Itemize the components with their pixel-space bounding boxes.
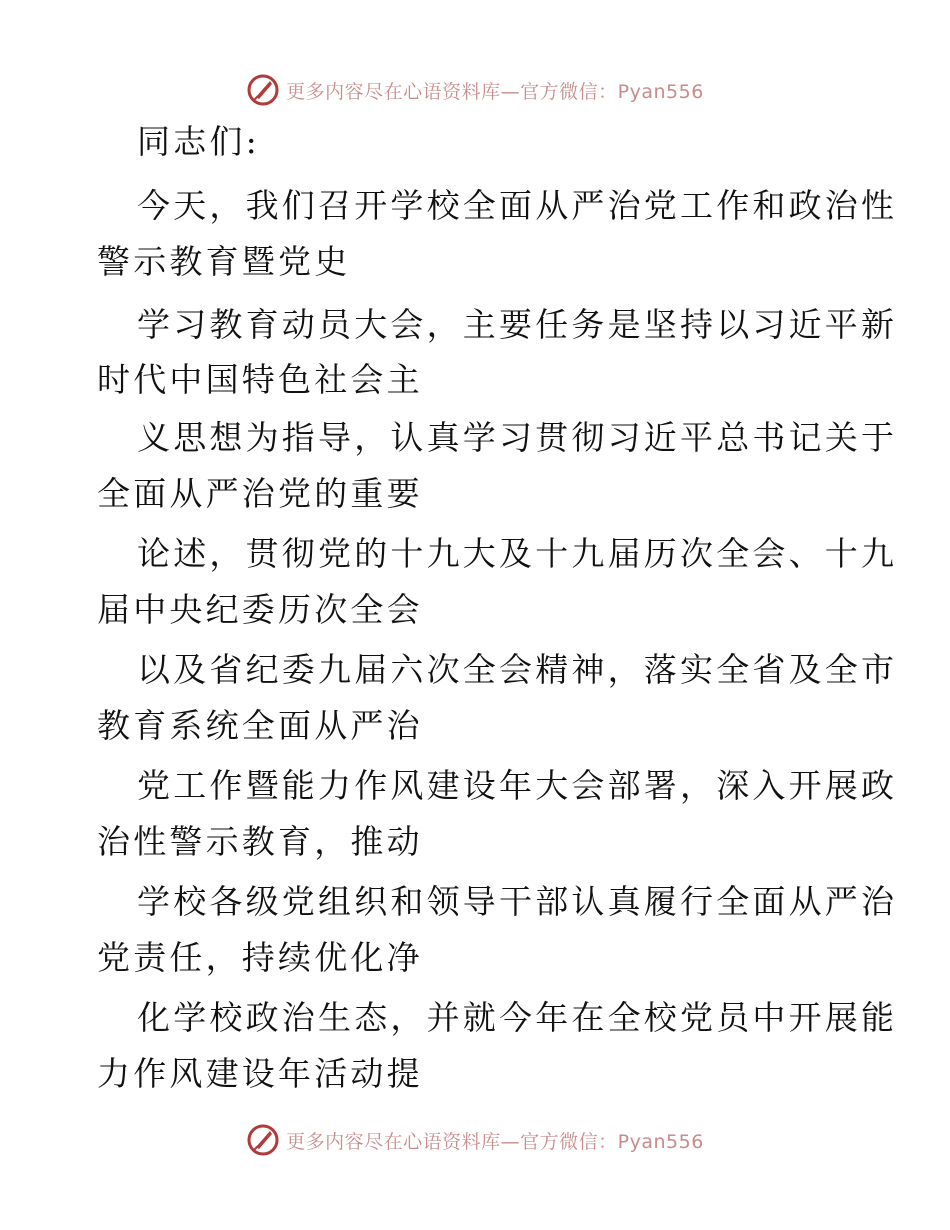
paragraph-line: 今天，我们召开学校全面从严治党工作和政治性 (137, 186, 898, 225)
feather-pen-logo-icon (246, 1123, 280, 1157)
paragraph-line: 治性警示教育，推动 (97, 822, 423, 861)
paragraph-line: 论述，贯彻党的十九大及十九届历次全会、十九 (137, 534, 898, 573)
footer-banner (0, 1120, 950, 1160)
banner-text: 更多内容尽在心语资料库—官方微信：Pyan556 (286, 1130, 704, 1153)
paragraph-line: 以及省纪委九届六次全会精神，落实全省及全市 (137, 650, 898, 689)
paragraph-line: 学校各级党组织和领导干部认真履行全面从严治 (137, 882, 898, 921)
paragraph-line: 党工作暨能力作风建设年大会部署，深入开展政 (137, 766, 898, 805)
paragraph-line: 党责任，持续优化净 (97, 938, 423, 977)
banner-text: 更多内容尽在心语资料库—官方微信：Pyan556 (286, 80, 704, 103)
paragraph-line: 教育系统全面从严治 (97, 706, 423, 745)
paragraph-line: 警示教育暨党史 (97, 242, 351, 281)
paragraph-line: 全面从严治党的重要 (97, 474, 423, 513)
paragraph-line: 时代中国特色社会主 (97, 360, 423, 399)
salutation: 同志们: (137, 122, 260, 161)
header-banner (0, 70, 950, 110)
paragraph-line: 力作风建设年活动提 (97, 1054, 423, 1093)
paragraph-line: 化学校政治生态，并就今年在全校党员中开展能 (137, 998, 898, 1037)
paragraph-line: 学习教育动员大会，主要任务是坚持以习近平新 (137, 305, 898, 344)
feather-pen-logo-icon (246, 73, 280, 107)
paragraph-line: 义思想为指导，认真学习贯彻习近平总书记关于 (137, 418, 898, 457)
paragraph-line: 届中央纪委历次全会 (97, 590, 423, 629)
